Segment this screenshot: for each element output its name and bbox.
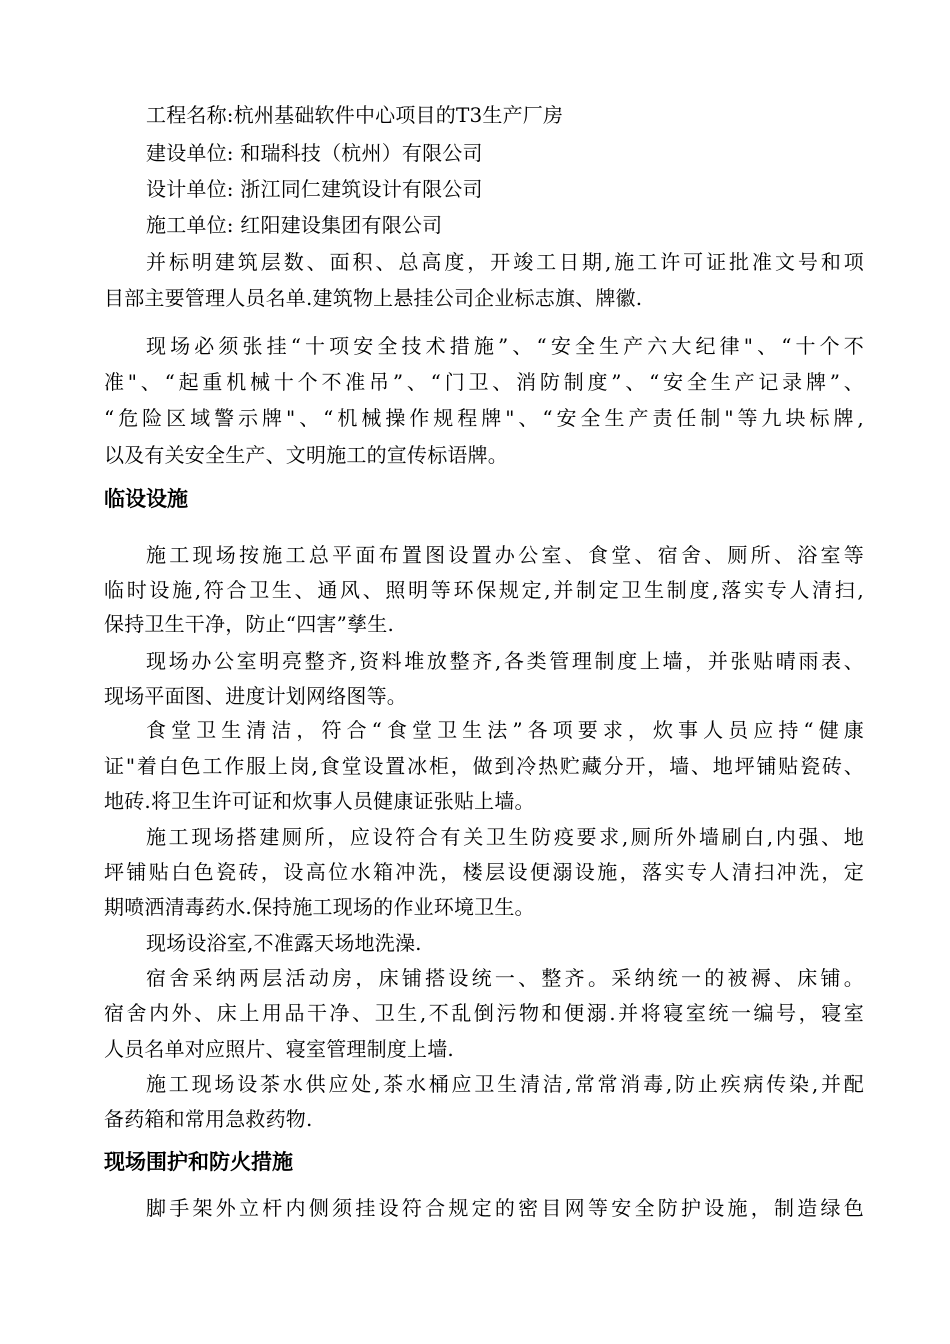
paragraph-line: 现场必须张挂“十项安全技术措施”、“安全生产六大纪律"、“十个不	[146, 334, 864, 358]
paragraph-line: 施工现场设茶水供应处,茶水桶应卫生清洁,常常消毒,防止疾病传染,并配	[146, 1072, 864, 1096]
paragraph-line: 以及有关安全生产、文明施工的宣传标语牌。	[104, 443, 508, 467]
paragraph-line: 宿舍内外、床上用品干净、卫生,不乱倒污物和便溺.并将寝室统一编号，寝室	[104, 1001, 864, 1025]
paragraph-line: 保持卫生干净，防止“四害”孳生.	[104, 612, 395, 636]
contractor-line: 施工单位: 红阳建设集团有限公司	[146, 213, 443, 237]
paragraph-line: 现场平面图、进度计划网络图等。	[104, 684, 407, 708]
paragraph-line: 现场办公室明亮整齐,资料堆放整齐,各类管理制度上墙，并张贴晴雨表、	[146, 649, 864, 673]
paragraph-line: 施工现场按施工总平面布置图设置办公室、食堂、宿舍、厕所、浴室等	[146, 543, 864, 567]
paragraph-line: 并标明建筑层数、面积、总高度，开竣工日期,施工许可证批准文号和项	[146, 250, 864, 274]
paragraph-line: 脚手架外立杆内侧须挂设符合规定的密目网等安全防护设施，制造绿色	[146, 1196, 864, 1220]
paragraph-line: 坪铺贴白色瓷砖，设高位水箱冲洗，楼层设便溺设施，落实专人清扫冲洗，定	[104, 860, 864, 884]
paragraph-line: 施工现场搭建厕所，应设符合有关卫生防疫要求,厕所外墙刷白,内强、地	[146, 825, 864, 849]
paragraph-line: 地砖.将卫生许可证和炊事人员健康证张贴上墙。	[104, 789, 535, 813]
paragraph-line: “危险区域警示牌"、“机械操作规程牌"、“安全生产责任制"等九块标牌,	[104, 406, 864, 430]
paragraph-line: 期喷洒清毒药水.保持施工现场的作业环境卫生。	[104, 895, 535, 919]
paragraph-line: 目部主要管理人员名单.建筑物上悬挂公司企业标志旗、牌徽.	[104, 286, 643, 310]
paragraph-line: 准"、“起重机械十个不准吊”、“门卫、消防制度”、“安全生产记录牌”、	[104, 370, 864, 394]
builder-line: 建设单位: 和瑞科技（杭州）有限公司	[146, 141, 483, 165]
paragraph-line: 现场设浴室,不准露天场地洗澡.	[146, 931, 422, 955]
paragraph-line: 临时设施,符合卫生、通风、照明等环保规定,并制定卫生制度,落实专人清扫,	[104, 578, 864, 602]
paragraph-line: 证"着白色工作服上岗,食堂设置冰柜，做到冷热贮藏分开，墙、地坪铺贴瓷砖、	[104, 754, 864, 778]
paragraph-line: 食堂卫生清洁，符合“食堂卫生法”各项要求，炊事人员应持“健康	[146, 718, 864, 742]
section-heading-enclosure-fire: 现场围护和防火措施	[104, 1150, 293, 1174]
project-name-line: 工程名称:杭州基础软件中心项目的T3生产厂房	[146, 103, 564, 127]
section-heading-temporary-facilities: 临设设施	[104, 487, 188, 511]
designer-line: 设计单位: 浙江同仁建筑设计有限公司	[146, 177, 483, 201]
paragraph-line: 人员名单对应照片、寝室管理制度上墙.	[104, 1037, 454, 1061]
paragraph-line: 备药箱和常用急救药物.	[104, 1107, 313, 1131]
paragraph-line: 宿舍采纳两层活动房，床铺搭设统一、整齐。采纳统一的被褥、床铺。	[146, 966, 864, 990]
